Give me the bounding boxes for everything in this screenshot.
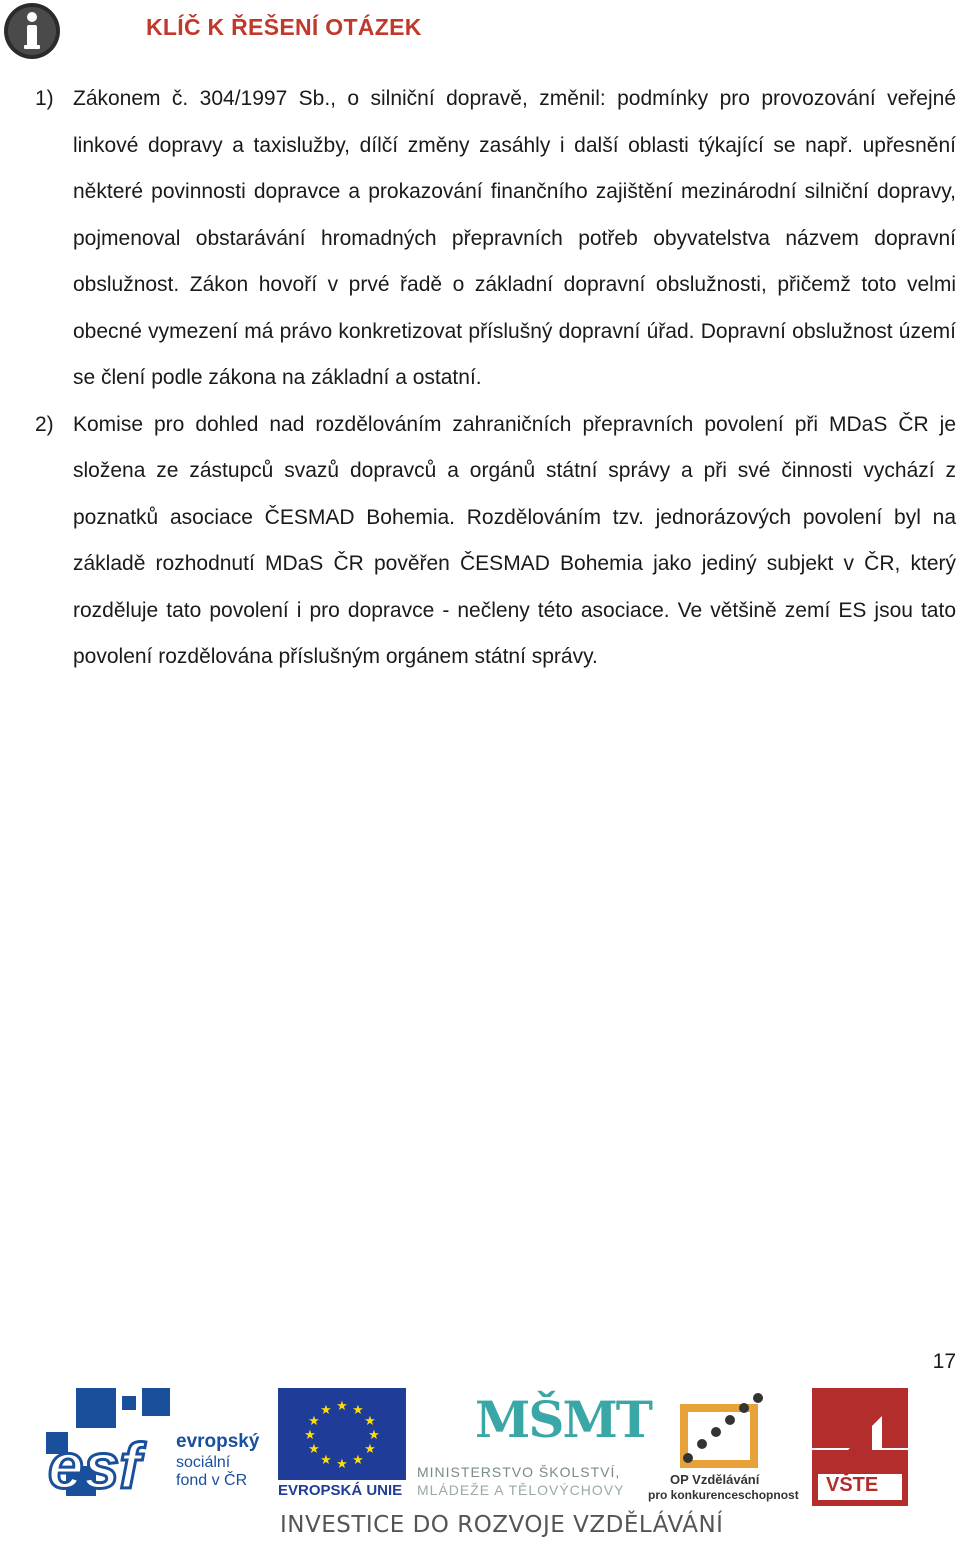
svg-text:★: ★	[352, 1453, 364, 1468]
eu-caption: EVROPSKÁ UNIE	[278, 1482, 403, 1499]
esf-text-line3: fond v ČR	[176, 1472, 248, 1489]
svg-text:★: ★	[364, 1414, 376, 1429]
eu-flag-icon	[278, 1388, 406, 1480]
vste-mark: VŠTE	[826, 1474, 879, 1496]
answer-item	[0, 76, 960, 402]
msmt-mark: MŠMT	[475, 1390, 652, 1449]
op-text-line2: pro konkurenceschopnost	[648, 1488, 799, 1502]
svg-text:★: ★	[336, 1457, 348, 1472]
svg-text:★: ★	[308, 1414, 320, 1429]
svg-text:★: ★	[364, 1442, 376, 1457]
page-number: 17	[932, 1350, 956, 1373]
answer-text: Komise pro dohled nad rozdělováním zahraničních přepravních povolení při MDaS ČR je složena ze zástupců svazů dopravců a orgánů státní správy a při své činnosti vychází z poznatků asociace ČESMAD Bohemia. Rozdělováním tzv. jednorázových povolení byl na základě rozhodnutí MDaS ČR pověřen ČESMAD Bohemia jako jediný subjekt v ČR, který rozděluje tato povolení i pro dopravce - nečleny této asociace. Ve většině zemí ES jsou tato povolení rozdělována příslušným orgánem státní správy.	[73, 412, 956, 668]
answer-item	[0, 402, 960, 681]
svg-text:★: ★	[320, 1453, 332, 1468]
svg-text:★: ★	[304, 1428, 316, 1443]
svg-text:★: ★	[336, 1399, 348, 1414]
info-icon	[3, 2, 61, 60]
answer-list	[0, 76, 960, 681]
op-logo	[648, 1388, 798, 1506]
eu-logo	[278, 1388, 410, 1506]
answer-text: Zákonem č. 304/1997 Sb., o silniční dopravě, změnil: podmínky pro provozování veřejné linkové dopravy a taxislužby, dílčí změny zasáhly i další oblasti týkající se např. upřesnění některé povinnosti dopravce a prokazování finančního zajištění mezinárodní silniční dopravy, pojmenoval obstarávání hromadných přepravních potřeb obyvatelstva názvem dopravní obslužnost. Zákon hovoří v prvé řadě o základní dopravní obslužnosti, přičemž toto velmi obecné vymezení má právo konkretizovat příslušný dopravní úřad. Dopravní obslužnost území se člení podle zákona na základní a ostatní.	[73, 87, 956, 389]
svg-text:★: ★	[308, 1442, 320, 1457]
svg-text:★: ★	[352, 1403, 364, 1418]
op-text-line1: OP Vzdělávání	[670, 1472, 760, 1487]
op-emblem-icon	[648, 1388, 798, 1470]
svg-text:★: ★	[320, 1403, 332, 1418]
msmt-text-line1: MINISTERSTVO ŠKOLSTVÍ,	[417, 1464, 621, 1480]
logo-bar	[0, 1388, 960, 1506]
answer-number: 1)	[35, 87, 54, 110]
footer-slogan: INVESTICE DO ROZVOJE VZDĚLÁVÁNÍ	[280, 1512, 724, 1538]
msmt-logo	[415, 1388, 652, 1506]
esf-text-line2: sociální	[176, 1454, 231, 1471]
esf-text-line1: evropský	[176, 1431, 260, 1452]
vste-logo	[812, 1388, 908, 1506]
msmt-text-line2: MLÁDEŽE A TĚLOVÝCHOVY	[417, 1482, 625, 1498]
answer-number: 2)	[35, 412, 54, 436]
esf-mark: esf	[48, 1430, 141, 1502]
svg-text:★: ★	[368, 1428, 380, 1443]
esf-logo	[46, 1388, 271, 1506]
page-title: KLÍČ K ŘEŠENÍ OTÁZEK	[146, 14, 422, 40]
